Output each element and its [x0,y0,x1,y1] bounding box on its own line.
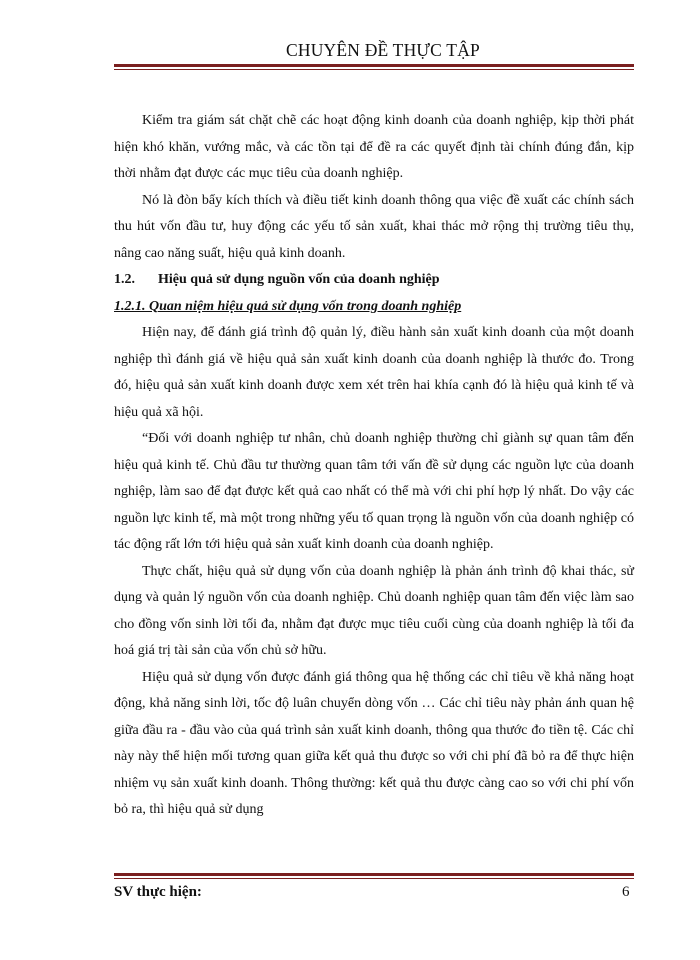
section-heading [114,267,634,294]
footer-label: SV thực hiện: [114,884,202,900]
subsection-heading: 1.2.1. Quan niệm hiệu quả sử dụng vốn trong doanh nghiệp [114,298,462,314]
page-header-title: CHUYÊN ĐỀ THỰC TẬP [286,40,480,60]
section-number: 1.2. [114,272,135,287]
paragraph: Nó là đòn bẩy kích thích và điều tiết kinh doanh thông qua việc đề xuất các chính sách thu hút vốn đầu tư, huy động các yếu tố sản xuất, khai thác mở rộng thị trường tiêu thụ, nâng cao năng suất, hiệu quả kinh doanh. [114,192,634,261]
section-title: Hiệu quả sử dụng nguồn vốn của doanh nghiệp [158,272,440,287]
paragraph: “Đối với doanh nghiệp tư nhân, chủ doanh nghiệp thường chỉ giành sự quan tâm đến hiệu quả kinh tế. Chủ đầu tư thường quan tâm tới vấn đề sử dụng các nguồn lực của doanh nghiệp, làm sao để đạt được kết quả cao nhất có thể mà với chi phí hợp lý nhất. Do vậy các nguồn lực kinh tế, mà một trong những yếu tố quan trọng là nguồn vốn của doanh nghiệp có tác động rất lớn tới hiệu quả sản xuất kinh doanh của doanh nghiệp. [114,431,634,552]
paragraph: Kiểm tra giám sát chặt chẽ các hoạt động kinh doanh của doanh nghiệp, kịp thời phát hiện khó khăn, vướng mắc, và các tồn tại để đề ra các quyết định tài chính đúng đắn, kịp thời nhằm đạt được các mục tiêu của doanh nghiệp. [114,113,634,181]
paragraph: Hiện nay, để đánh giá trình độ quản lý, điều hành sản xuất kinh doanh của một doanh nghiệp thì đánh giá về hiệu quả sản xuất kinh doanh của doanh nghiệp là thước đo. Trong đó, hiệu quả sản xuất kinh doanh được xem xét trên hai khía cạnh đó là hiệu quả kinh tế và hiệu quả xã hội. [114,325,634,420]
paragraph: Hiệu quả sử dụng vốn được đánh giá thông qua hệ thống các chỉ tiêu về khả năng hoạt động, khả năng sinh lời, tốc độ luân chuyển dòng vốn … Các chỉ tiêu này phản ánh quan hệ giữa đầu ra - đầu vào của quá trình sản xuất kinh doanh, thông qua thước đo tiền tệ. Các chỉ này này thể hiện mối tương quan giữa kết quả thu được so với chi phí đã bỏ ra để thực hiện nhiệm vụ sản xuất kinh doanh. Thông thường: kết quả thu được càng cao so với chi phí vốn bỏ ra, thì hiệu quả sử dụng [114,669,634,817]
paragraph: Thực chất, hiệu quả sử dụng vốn của doanh nghiệp là phản ánh trình độ khai thác, sử dụng và quản lý nguồn vốn của doanh nghiệp. Chủ doanh nghiệp quan tâm đến việc làm sao cho đồng vốn sinh lời tối đa, nhằm đạt được mục tiêu cuối cùng của doanh nghiệp là tối đa hoá giá trị tài sản của vốn chủ sở hữu. [114,563,634,658]
footer-divider [114,873,634,879]
page-number: 6 [622,884,630,900]
header-divider [114,64,634,70]
document-body [114,108,634,824]
